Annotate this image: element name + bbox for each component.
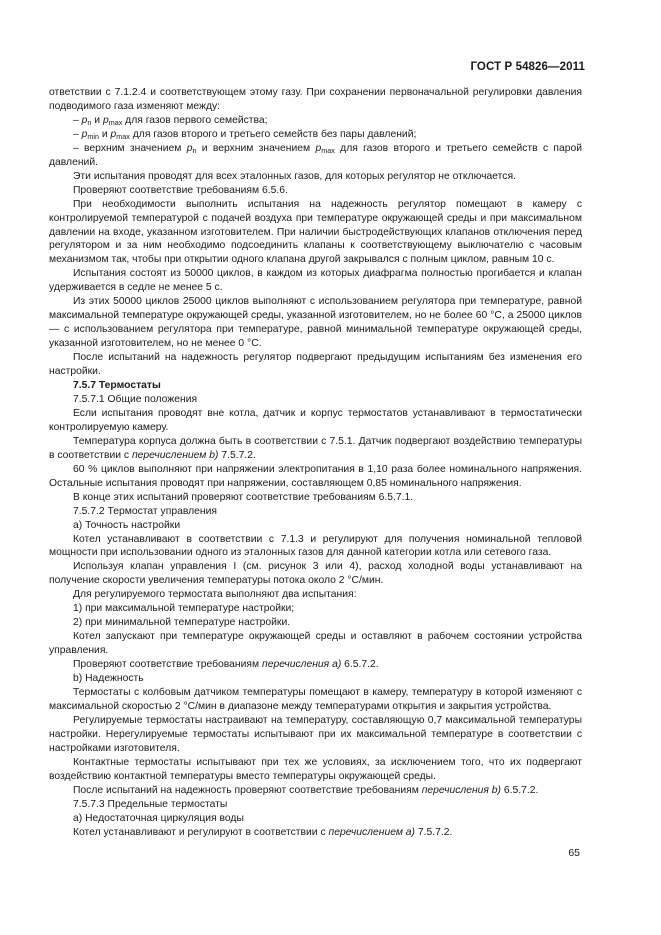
list-item: – верхним значением $p_n$ и верхним значением $p_{max}$ для газов второго и третьего семейств с парой давлений. [49,142,583,168]
paragraph: Для регулируемого термостата выполняют два испытания: [73,589,357,601]
paragraph: При необходимости выполнить испытания на надежность регулятор помещают в камеру с контролируемой температурой с подачей воздуха при температуре окружающей среды и при максимальном давлении на входе, указанном изготовителем. При наличии быстродействующих клапанов отключения перед регулятором и за ним необходимо подсоединить клапаны к соответствующему выключателю с часовым механизмом так, чтобы при открытии одного клапана другой закрывался с полным циклом, равным 10 с. [49,198,582,266]
paragraph: Проверяют соответствие требованиям перечисления а) 6.5.7.2. [73,659,379,671]
subsection-heading: 7.5.7.3 Предельные термостаты [73,798,228,810]
paragraph: Испытания состоят из 50000 циклов, в каждом из которых диафрагма полностью прогибается и клапан удерживается в седле не менее 5 с. [49,268,582,294]
paragraph: 60 % циклов выполняют при напряжении электропитания в 1,10 раза более номинального напряжения. Остальные испытания проводят при напряжении, составляющем 0,85 номинального напряжения. [49,463,582,489]
paragraph: ответствии с 7.1.2.4 и соответствующем этому газу. При сохранении первоначальной регулировки давления подводимого газа изменяют между: [49,87,582,112]
paragraph: В конце этих испытаний проверяют соответствие требованиям 6.5.7.1. [73,491,414,503]
paragraph: Котел запускают при температуре окружающей среды и оставляют в рабочем состоянии устройства управления. [49,631,582,657]
paragraph: Котел устанавливают в соответствии с 7.1.3 и регулируют для получения номинальной тепловой мощности при использовании одного из эталонных газов для данной категории котла или сетевого газа. [49,533,582,559]
document-body [49,86,582,839]
section-heading: 7.5.7 Термостаты [73,380,161,392]
paragraph: Регулируемые термостаты настраивают на температуру, составляющую 0,7 максимальной температуры настройки. Нерегулируемые термостаты испытывают при их максимальной температуре в соответствии с настройками изготовителя. [49,714,582,754]
paragraph: Температура корпуса должна быть в соответствии с 7.5.1. Датчик подвергают воздействию температуры в соответствии с перечислением b) 7.5.7.2. [49,435,582,461]
paragraph: Из этих 50000 циклов 25000 циклов выполняют с использованием регулятора при температуре, равной максимальной температуре окружающей среды, указанной изготовителем, но не более 60 °С, а 25000 циклов — с использованием регулятора при температуре, равной минимальной температуре окружающей среды, указанной изготовителем, но не менее 0 °С. [49,296,582,350]
paragraph: После испытаний на надежность проверяют соответствие требованиям перечисления b) 6.5.7.2. [73,784,539,796]
paragraph: Контактные термостаты испытывают при тех же условиях, за исключением того, что их подвергают воздействию контактной температуры вместо температуры окружающей среды. [49,756,582,782]
list-item: – $p_n$ и $p_{max}$ для газов первого семейства; [73,114,268,127]
list-item: 1) при максимальной температуре настройки; [73,603,295,615]
paragraph: Термостаты с колбовым датчиком температуры помещают в камеру, температуру в которой изменяют с максимальной скоростью 2 °С/мин в диапазоне между температурами открытия и закрытия устройства. [49,686,582,712]
item-heading: а) Точность настройки [73,519,181,531]
paragraph: После испытаний на надежность регулятор подвергают предыдущим испытаниям без изменения его настройки. [49,352,582,378]
list-item: – $p_{min}$ и $p_{max}$ для газов второго и третьего семейств без пары давлений; [73,128,417,141]
paragraph: Если испытания проводят вне котла, датчик и корпус термостатов устанавливают в термостатически контролируемую камеру. [49,407,582,433]
page-number: 65 [568,847,580,859]
item-heading: а) Недостаточная циркуляция воды [73,812,244,824]
subsection-heading: 7.5.7.2 Термостат управления [73,505,217,517]
paragraph: Эти испытания проводят для всех эталонных газов, для которых регулятор не отключается. [73,170,516,182]
paragraph: Проверяют соответствие требованиям 6.5.6. [73,184,288,196]
paragraph: Котел устанавливают и регулируют в соответствии с перечислением а) 7.5.7.2. [73,826,453,838]
list-item: 2) при минимальной температуре настройки. [73,617,291,629]
subsection-heading: 7.5.7.1 Общие положения [73,393,198,405]
paragraph: Используя клапан управления I (см. рисунок 3 или 4), расход холодной воды устанавливают на получение скорости увеличения температуры потока около 2 °С/мин. [49,561,582,587]
document-standard-id: ГОСТ Р 54826—2011 [470,61,585,73]
item-heading: b) Надежность [73,673,144,685]
